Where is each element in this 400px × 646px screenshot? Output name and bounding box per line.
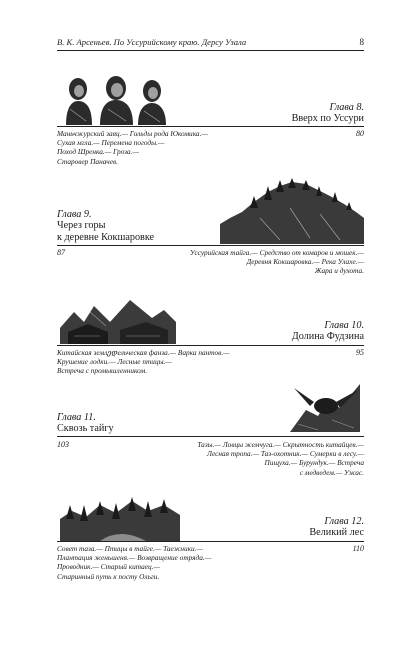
synopsis-line: Уссурийская тайга.— Средство от комаров и мошек.— xyxy=(189,248,364,257)
synopsis-line: Плантация женьшеня.— Возвращение отряда.— xyxy=(57,553,212,563)
running-title: В. К. Арсеньев. По Уссурийскому краю. Дерсу Узала xyxy=(57,37,247,47)
illustration-chinese-farm xyxy=(60,292,176,344)
chapter-8-rule xyxy=(57,126,364,127)
chapter-12-rule xyxy=(57,541,364,542)
title-line: к деревне Кокшаровке xyxy=(57,232,155,243)
chapter-11-page: 103 xyxy=(57,440,69,449)
synopsis-line: Пищуха.— Бурундук.— Встреча xyxy=(264,458,364,468)
synopsis-line: Крушение лодки.— Лесные птицы.— xyxy=(57,357,172,367)
illustration-bird xyxy=(288,380,362,434)
header-divider xyxy=(57,50,364,51)
chapter-12-title: Великий лес xyxy=(309,527,364,538)
chapter-10-page: 95 xyxy=(356,348,364,357)
synopsis-line: Лесная тропа.— Таз-охотник.— Сумерки в лесу.— xyxy=(207,449,364,459)
chapter-11-rule xyxy=(57,436,364,437)
illustration-portraits xyxy=(60,75,168,125)
chapter-8-label: Глава 8. xyxy=(329,102,364,113)
chapter-9-page: 87 xyxy=(57,248,65,257)
chapter-11-synopsis xyxy=(140,440,364,477)
chapter-8-page: 80 xyxy=(356,129,364,138)
chapter-8-synopsis xyxy=(57,129,208,166)
chapter-12-synopsis xyxy=(57,544,211,581)
synopsis-line: Проводник.— Старый китаец.— xyxy=(57,562,161,572)
synopsis-line: с медведем.— Ужас. xyxy=(299,467,364,477)
chapter-11-title: Сквозь тайгу xyxy=(57,423,114,434)
synopsis-line: Китайская землედельческая фанза.— Варка пантов.— xyxy=(57,348,230,357)
synopsis-line: Жара и духота. xyxy=(314,266,364,276)
illustration-great-forest xyxy=(60,489,180,541)
chapter-9-label: Глава 9. xyxy=(57,209,92,220)
chapter-10-label: Глава 10. xyxy=(324,320,364,331)
synopsis-line: Деревня Кокшаровка.— Река Улахе.— xyxy=(246,257,364,267)
chapter-10-title: Долина Фудзина xyxy=(291,331,364,342)
page-number: 8 xyxy=(359,37,364,47)
synopsis-line: Старовер Паначев. xyxy=(57,156,118,166)
chapter-8-title: Вверх по Уссури xyxy=(291,113,364,124)
synopsis-line: Совет таза.— Птицы в тайге.— Таежники.— xyxy=(57,544,204,553)
synopsis-line: Маньчжурский заяц.— Гольды рода Юкомика.— xyxy=(57,129,208,138)
running-header xyxy=(57,37,364,47)
illustration-taiga-hill xyxy=(220,178,364,244)
chapter-12-label: Глава 12. xyxy=(324,516,364,527)
chapter-9-synopsis xyxy=(140,248,364,276)
synopsis-line: Поход Шренка.— Гроза.— xyxy=(57,147,139,157)
chapter-10-rule xyxy=(57,345,364,346)
chapter-12-page: 110 xyxy=(352,544,364,553)
chapter-9-title xyxy=(57,220,154,244)
synopsis-line: Старинный путь к посту Ольги. xyxy=(57,571,160,581)
chapter-9-rule xyxy=(57,245,364,246)
title-line: Через горы xyxy=(57,220,106,231)
chapter-10-synopsis xyxy=(57,348,230,376)
synopsis-line: Тазы.— Ловцы жемчуга.— Скрытность китайцев.— xyxy=(197,440,364,449)
synopsis-line: Сухая мгла.— Перемена погоды.— xyxy=(57,138,165,148)
synopsis-line: Встреча с промышленником. xyxy=(57,366,148,376)
chapter-11-label: Глава 11. xyxy=(57,412,96,423)
